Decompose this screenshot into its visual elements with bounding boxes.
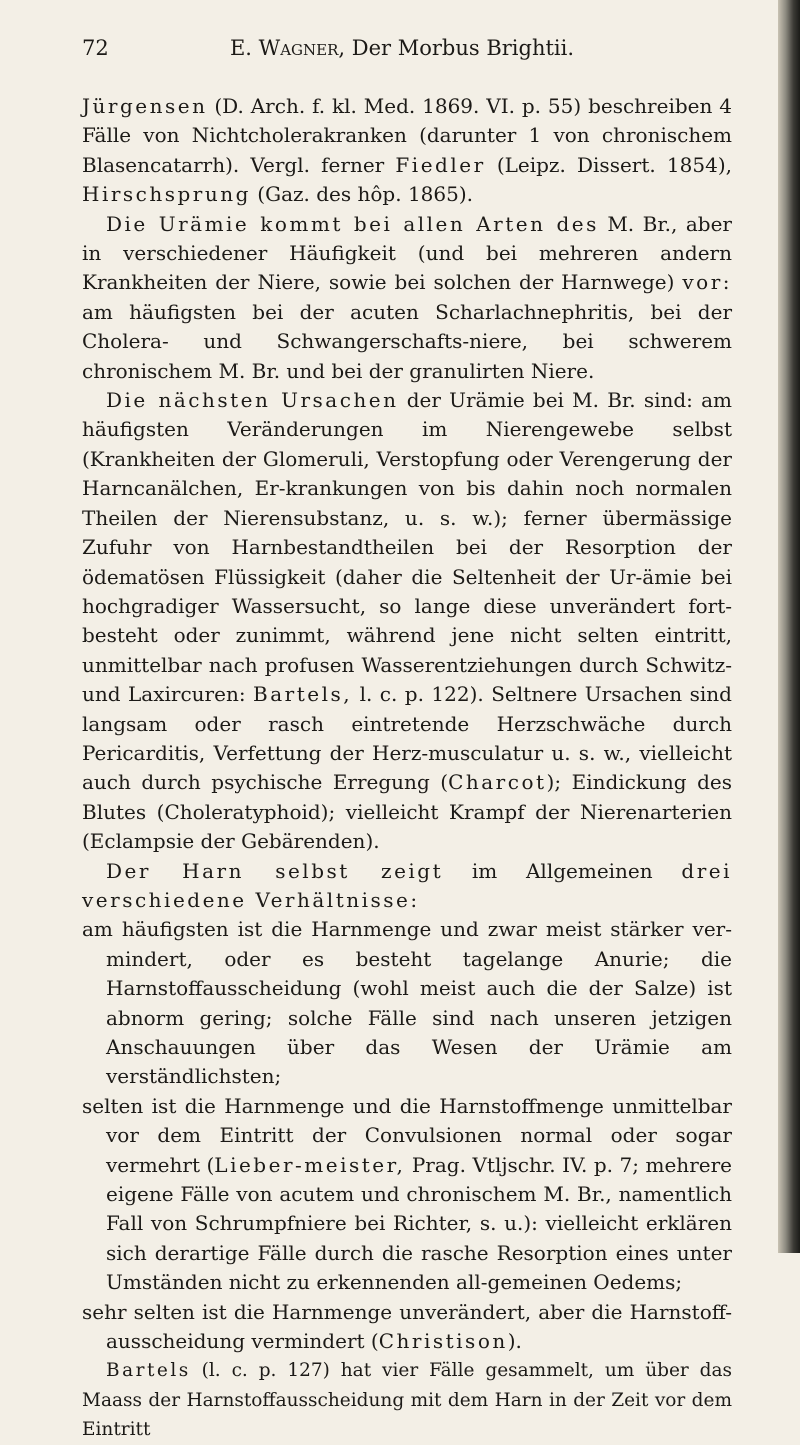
spaced-name: Fiedler <box>395 152 486 177</box>
spaced-name: Jürgensen <box>82 94 208 118</box>
paragraph-p6 <box>82 1092 732 1298</box>
text-run: (Gaz. des hôp. 1865). <box>250 182 474 207</box>
spaced-name: Charcot <box>448 770 547 795</box>
running-title <box>82 36 722 60</box>
text-run: (D. Arch. f. kl. Med. 1869. VI. p. 55) beschreiben 4 Fälle von Nichtcholerakranken (darunter 1 von chronischem Blasencatarrh). Vergl. ferner <box>82 94 732 177</box>
header-title: , Der Morbus Brightii. <box>338 36 575 60</box>
paragraph-p8 <box>82 1356 732 1444</box>
spaced-name: Der Harn selbst zeigt <box>106 858 444 883</box>
paragraph-p1 <box>82 92 732 210</box>
text-run: selten ist die Harnmenge und die Harnstoffmenge unmittelbar vor dem Eintritt der Convulsionen normal oder sogar vermehrt ( <box>82 1093 732 1177</box>
spaced-name: Bartels, <box>253 682 353 707</box>
paragraph-p3 <box>82 386 732 857</box>
text-run: der Urämie bei M. Br. sind: am häufigsten Veränderungen im Nierengewebe selbst (Krankheiten der Glomeruli, Verstopfung oder Verengerung der Harncanälchen, Er-krankungen von bis dahin noch normalen Theilen der Nierensubstanz, u. s. w.); ferner übermässige Zufuhr von Harnbestandtheilen bei der Resorption der ödematösen Flüssigkeit (daher die Seltenheit der Ur-ämie bei hochgradiger Wassersucht, so lange diese unverändert fort-besteht oder zunimmt, während jene nicht selten eintritt, unmittelbar nach profusen Wasserentziehungen durch Schwitz- und Laxircuren: <box>82 388 733 707</box>
text-run: (Leipz. Dissert. 1854), <box>485 152 732 177</box>
spaced-name: Lieber-meister, <box>214 1152 406 1177</box>
page-body <box>82 92 732 1445</box>
spaced-name: drei verschiedene Verhältnisse: <box>82 858 732 912</box>
text-run: (l. c. p. 127) hat vier Fälle gesammelt, um über das Maass der Harnstoffausscheidung mit dem Harn in der Zeit vor dem Eintritt <box>82 1360 732 1441</box>
text-run: sehr selten ist die Harnmenge unverändert, aber die Harnstoff-ausscheidung vermindert ( <box>82 1299 732 1354</box>
spaced-name: Christison <box>378 1329 508 1354</box>
text-run: ); Eindickung des Blutes (Choleratyphoid); vielleicht Krampf der Nierenarterien (Eclampsie der Gebärenden). <box>82 770 732 854</box>
paragraph-p7 <box>82 1298 732 1357</box>
text-run: l. c. p. 122). Seltnere Ursachen sind langsam oder rasch eintretende Herzschwäche durch Pericarditis, Verfettung der Herz-musculatur u. s. w., vielleicht auch durch psychische Erregung ( <box>82 682 732 795</box>
text-run: am häufigsten bei der acuten Scharlachnephritis, bei der Cholera- und Schwangerschafts-niere, bei schwerem chronischem M. Br. und bei der granulirten Niere. <box>82 299 732 383</box>
text-run: am häufigsten ist die Harnmenge und zwar meist stärker ver-mindert, oder es besteht tagelange Anurie; die Harnstoffausscheidung (wohl meist auch die der Salze) ist abnorm gering; solche Fälle sind nach unseren jetzigen Anschauungen über das Wesen der Urämie am verständlichsten; <box>82 917 732 1089</box>
spaced-name: Die nächsten Ursachen <box>106 388 399 413</box>
text-run: im Allgemeinen <box>443 858 682 883</box>
text-run: ). <box>507 1329 522 1354</box>
page-number: 72 <box>82 36 109 60</box>
text-run: M. Br., aber in verschiedener Häufigkeit (und bei mehreren andern Krankheiten der Niere, sowie bei solchen der Harnwege) <box>82 211 732 295</box>
page-edge-shadow <box>778 0 800 1253</box>
paragraph-p2 <box>82 210 732 386</box>
spaced-name: Hirschsprung <box>82 182 251 207</box>
spaced-name: Die Urämie kommt bei allen Arten des <box>106 211 599 236</box>
spaced-name: vor: <box>682 270 732 295</box>
text-run: Prag. Vtljschr. IV. p. 7; mehrere eigene Fälle von acutem und chronischem M. Br., namentlich Fall von Schrumpfniere bei Richter, s. u.): vielleicht erklären sich derartige Fälle durch die rasche Resorption eines unter Umständen nicht zu erkennenden all-gemeinen Oedems; <box>106 1152 732 1295</box>
running-header <box>82 36 722 72</box>
paragraph-p4 <box>82 857 732 916</box>
spaced-name: Bartels <box>106 1360 191 1382</box>
header-author: E. Wagner <box>229 36 339 60</box>
paragraph-p5 <box>82 915 732 1091</box>
